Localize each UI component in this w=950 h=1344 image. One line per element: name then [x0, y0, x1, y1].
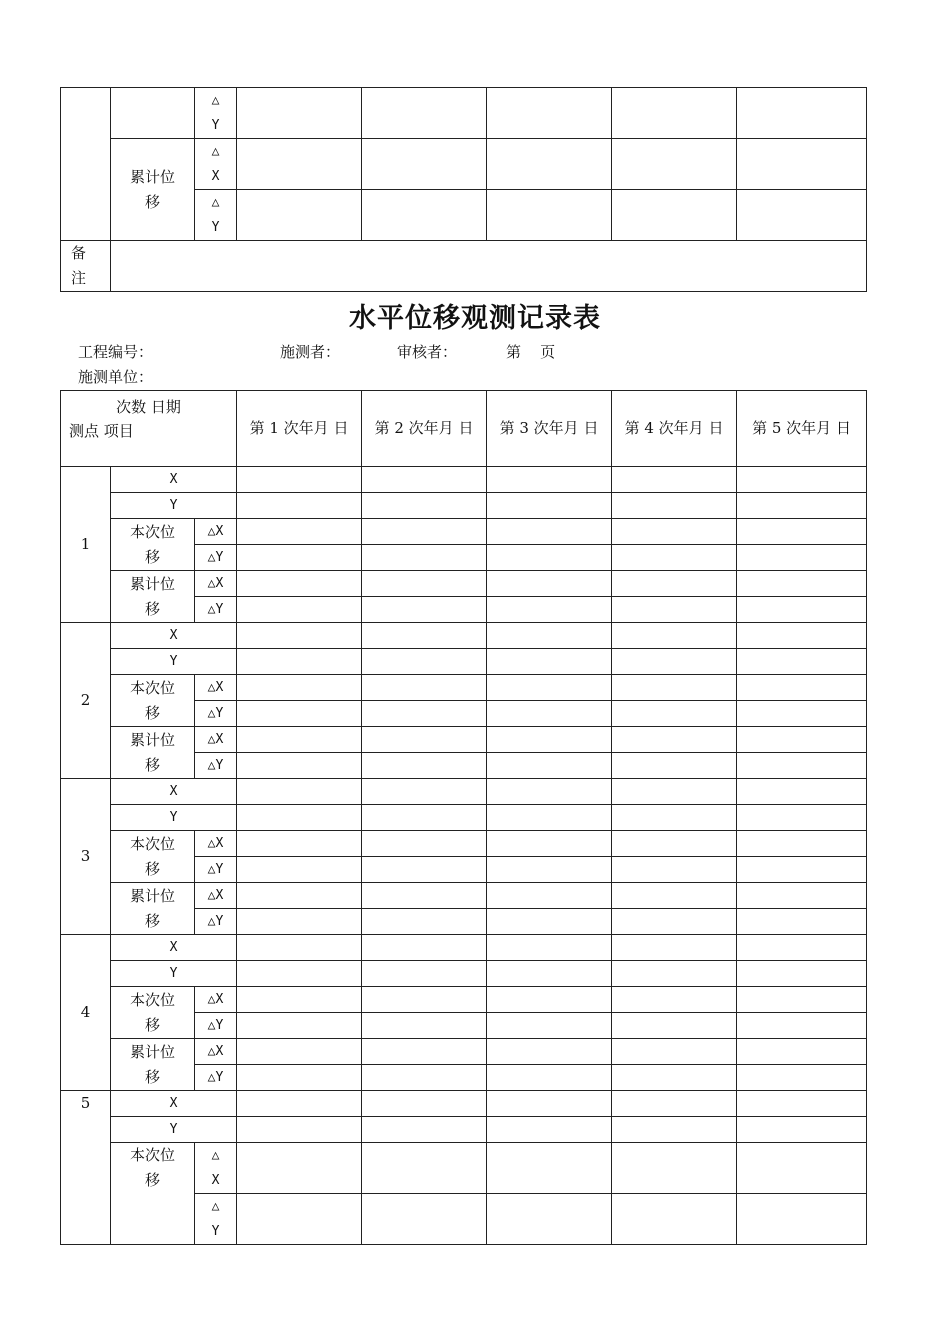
value-cell[interactable] [237, 597, 362, 623]
value-cell[interactable] [612, 883, 737, 909]
value-cell[interactable] [737, 139, 867, 190]
value-cell[interactable] [362, 805, 487, 831]
value-cell[interactable] [362, 857, 487, 883]
x-coordinate-label: X [111, 623, 237, 649]
value-cell[interactable] [487, 987, 612, 1013]
value-cell[interactable] [612, 493, 737, 519]
value-cell[interactable] [237, 805, 362, 831]
value-cell[interactable] [237, 961, 362, 987]
y-coordinate-label: Y [111, 1117, 237, 1143]
corner-top-label: 次数 日期 [116, 398, 181, 416]
value-cell[interactable] [737, 1091, 867, 1117]
value-cell[interactable] [737, 1013, 867, 1039]
current-disp-label: 本次位 移 [111, 831, 195, 883]
value-cell[interactable] [737, 649, 867, 675]
cumulative-disp-label: 累计位 移 [111, 727, 195, 779]
value-cell[interactable] [487, 961, 612, 987]
value-cell[interactable] [737, 831, 867, 857]
page-number-label: 第 页 [506, 343, 556, 361]
value-cell[interactable] [487, 701, 612, 727]
value-cell[interactable] [612, 1091, 737, 1117]
value-cell[interactable] [612, 779, 737, 805]
value-cell[interactable] [237, 88, 362, 139]
current-disp-label: 本次位 移 [111, 675, 195, 727]
value-cell[interactable] [737, 727, 867, 753]
value-cell[interactable] [612, 727, 737, 753]
value-cell[interactable] [362, 961, 487, 987]
value-cell[interactable] [487, 675, 612, 701]
y-coordinate-label: Y [111, 493, 237, 519]
dx-label: △X [195, 519, 237, 545]
value-cell[interactable] [737, 753, 867, 779]
value-cell[interactable] [737, 883, 867, 909]
value-cell[interactable] [737, 571, 867, 597]
value-cell[interactable] [237, 190, 362, 241]
value-cell[interactable] [487, 597, 612, 623]
value-cell[interactable] [737, 190, 867, 241]
value-cell[interactable] [237, 675, 362, 701]
value-cell[interactable] [612, 805, 737, 831]
value-cell[interactable] [487, 571, 612, 597]
point-cell-empty [61, 88, 111, 241]
value-cell[interactable] [237, 467, 362, 493]
value-cell[interactable] [362, 753, 487, 779]
value-cell[interactable] [237, 1117, 362, 1143]
value-cell[interactable] [737, 987, 867, 1013]
point-number: 3 [61, 779, 111, 935]
value-cell[interactable] [362, 545, 487, 571]
cumulative-disp-label: 累计位 移 [111, 883, 195, 935]
value-cell[interactable] [487, 831, 612, 857]
value-cell[interactable] [612, 831, 737, 857]
round-header: 第 2 次年月 日 [362, 391, 487, 467]
x-coordinate-label: X [111, 1091, 237, 1117]
reviewer-label: 审核者： [397, 343, 458, 361]
value-cell[interactable] [237, 909, 362, 935]
value-cell[interactable] [362, 1117, 487, 1143]
value-cell[interactable] [362, 935, 487, 961]
value-cell[interactable] [612, 1117, 737, 1143]
value-cell[interactable] [487, 467, 612, 493]
value-cell[interactable] [487, 727, 612, 753]
value-cell[interactable] [487, 1143, 612, 1194]
project-no-label: 工程编号： [78, 343, 154, 361]
value-cell[interactable] [362, 727, 487, 753]
value-cell[interactable] [237, 139, 362, 190]
corner-bottom-label: 测点 项目 [69, 422, 134, 440]
top-fragment-table [60, 87, 867, 292]
value-cell[interactable] [487, 139, 612, 190]
value-cell[interactable] [612, 909, 737, 935]
value-cell[interactable] [737, 88, 867, 139]
value-cell[interactable] [737, 935, 867, 961]
observation-table [60, 390, 867, 1245]
value-cell[interactable] [612, 1013, 737, 1039]
value-cell[interactable] [612, 545, 737, 571]
value-cell[interactable] [612, 961, 737, 987]
value-cell[interactable] [362, 1013, 487, 1039]
value-cell[interactable] [362, 1039, 487, 1065]
dx-label: △X [195, 831, 237, 857]
value-cell[interactable] [362, 909, 487, 935]
value-cell[interactable] [237, 1194, 362, 1245]
value-cell[interactable] [737, 467, 867, 493]
value-cell[interactable] [612, 857, 737, 883]
dy-label: △Y [195, 701, 237, 727]
value-cell[interactable] [362, 88, 487, 139]
dy-label: △Y [195, 1013, 237, 1039]
value-cell[interactable] [612, 597, 737, 623]
value-cell[interactable] [237, 1039, 362, 1065]
value-cell[interactable] [487, 88, 612, 139]
point-number: 1 [61, 467, 111, 623]
dy-label: △Y [195, 597, 237, 623]
value-cell[interactable] [237, 571, 362, 597]
value-cell[interactable] [362, 571, 487, 597]
value-cell[interactable] [737, 519, 867, 545]
value-cell[interactable] [737, 961, 867, 987]
value-cell[interactable] [737, 675, 867, 701]
value-cell[interactable] [487, 190, 612, 241]
value-cell[interactable] [487, 909, 612, 935]
dy-label: △Y [195, 545, 237, 571]
value-cell[interactable] [362, 1143, 487, 1194]
value-cell[interactable] [612, 190, 737, 241]
value-cell[interactable] [487, 649, 612, 675]
value-cell[interactable] [362, 1194, 487, 1245]
observer-label: 施测者： [280, 343, 341, 361]
label-cell-empty [111, 88, 195, 139]
value-cell[interactable] [612, 88, 737, 139]
cumulative-disp-label: 累计位移 [111, 139, 195, 241]
dy-label: △ Y [195, 190, 237, 241]
dx-label: △X [195, 1039, 237, 1065]
value-cell[interactable] [487, 519, 612, 545]
value-cell[interactable] [737, 545, 867, 571]
value-cell[interactable] [487, 857, 612, 883]
value-cell[interactable] [737, 1194, 867, 1245]
value-cell[interactable] [737, 909, 867, 935]
value-cell[interactable] [362, 987, 487, 1013]
value-cell[interactable] [737, 597, 867, 623]
remarks-field[interactable] [111, 241, 867, 292]
value-cell[interactable] [237, 883, 362, 909]
round-header: 第 4 次年月 日 [612, 391, 737, 467]
value-cell[interactable] [737, 701, 867, 727]
value-cell[interactable] [237, 701, 362, 727]
value-cell[interactable] [612, 935, 737, 961]
value-cell[interactable] [487, 623, 612, 649]
value-cell[interactable] [487, 883, 612, 909]
dy-label: △ Y [195, 88, 237, 139]
value-cell[interactable] [612, 1143, 737, 1194]
round-header: 第 3 次年月 日 [487, 391, 612, 467]
x-coordinate-label: X [111, 935, 237, 961]
y-coordinate-label: Y [111, 805, 237, 831]
value-cell[interactable] [362, 883, 487, 909]
value-cell[interactable] [612, 753, 737, 779]
value-cell[interactable] [362, 190, 487, 241]
value-cell[interactable] [362, 597, 487, 623]
value-cell[interactable] [487, 1091, 612, 1117]
dx-label: △X [195, 675, 237, 701]
value-cell[interactable] [237, 545, 362, 571]
value-cell[interactable] [487, 753, 612, 779]
value-cell[interactable] [237, 935, 362, 961]
value-cell[interactable] [237, 857, 362, 883]
value-cell[interactable] [487, 1039, 612, 1065]
dx-label: △X [195, 883, 237, 909]
header-corner [61, 391, 237, 467]
dx-label: △X [195, 571, 237, 597]
y-coordinate-label: Y [111, 649, 237, 675]
value-cell[interactable] [237, 1091, 362, 1117]
current-disp-label: 本次位 移 [111, 519, 195, 571]
value-cell[interactable] [487, 935, 612, 961]
value-cell[interactable] [362, 467, 487, 493]
value-cell[interactable] [737, 623, 867, 649]
value-cell[interactable] [737, 779, 867, 805]
value-cell[interactable] [737, 1117, 867, 1143]
value-cell[interactable] [362, 139, 487, 190]
value-cell[interactable] [737, 493, 867, 519]
dy-label: △Y [195, 1065, 237, 1091]
value-cell[interactable] [237, 779, 362, 805]
dy-label: △ Y [195, 1194, 237, 1245]
current-disp-label: 本次位 移 [111, 1143, 195, 1245]
value-cell[interactable] [362, 1065, 487, 1091]
value-cell[interactable] [612, 675, 737, 701]
value-cell[interactable] [487, 1194, 612, 1245]
value-cell[interactable] [237, 1065, 362, 1091]
value-cell[interactable] [612, 623, 737, 649]
value-cell[interactable] [612, 519, 737, 545]
value-cell[interactable] [737, 1143, 867, 1194]
value-cell[interactable] [737, 805, 867, 831]
value-cell[interactable] [362, 701, 487, 727]
value-cell[interactable] [362, 623, 487, 649]
page-title: 水平位移观测记录表 [349, 303, 601, 334]
value-cell[interactable] [612, 467, 737, 493]
dy-label: △Y [195, 857, 237, 883]
dx-label: △X [195, 987, 237, 1013]
remarks-label: 备 注 [61, 241, 111, 292]
value-cell[interactable] [487, 545, 612, 571]
value-cell[interactable] [612, 1039, 737, 1065]
value-cell[interactable] [612, 1194, 737, 1245]
value-cell[interactable] [487, 805, 612, 831]
point-number: 2 [61, 623, 111, 779]
value-cell[interactable] [487, 1065, 612, 1091]
unit-label: 施测单位： [78, 368, 154, 386]
value-cell[interactable] [362, 519, 487, 545]
dy-label: △Y [195, 909, 237, 935]
value-cell[interactable] [237, 1143, 362, 1194]
value-cell[interactable] [237, 493, 362, 519]
x-coordinate-label: X [111, 467, 237, 493]
value-cell[interactable] [237, 753, 362, 779]
value-cell[interactable] [362, 831, 487, 857]
point-number: 5 [61, 1091, 111, 1245]
value-cell[interactable] [362, 779, 487, 805]
value-cell[interactable] [237, 649, 362, 675]
dy-label: △Y [195, 753, 237, 779]
value-cell[interactable] [487, 493, 612, 519]
value-cell[interactable] [237, 987, 362, 1013]
value-cell[interactable] [487, 1013, 612, 1039]
value-cell[interactable] [237, 623, 362, 649]
value-cell[interactable] [237, 831, 362, 857]
round-header: 第 5 次年月 日 [737, 391, 867, 467]
dx-label: △ X [195, 139, 237, 190]
dx-label: △X [195, 727, 237, 753]
round-header: 第 1 次年月 日 [237, 391, 362, 467]
value-cell[interactable] [487, 1117, 612, 1143]
value-cell[interactable] [612, 571, 737, 597]
value-cell[interactable] [362, 675, 487, 701]
value-cell[interactable] [237, 727, 362, 753]
point-number: 4 [61, 935, 111, 1091]
value-cell[interactable] [612, 987, 737, 1013]
value-cell[interactable] [237, 519, 362, 545]
x-coordinate-label: X [111, 779, 237, 805]
cumulative-disp-label: 累计位 移 [111, 1039, 195, 1091]
dx-label: △ X [195, 1143, 237, 1194]
value-cell[interactable] [362, 649, 487, 675]
value-cell[interactable] [612, 701, 737, 727]
value-cell[interactable] [737, 1065, 867, 1091]
value-cell[interactable] [237, 1013, 362, 1039]
value-cell[interactable] [612, 1065, 737, 1091]
value-cell[interactable] [362, 1091, 487, 1117]
current-disp-label: 本次位 移 [111, 987, 195, 1039]
value-cell[interactable] [737, 1039, 867, 1065]
value-cell[interactable] [487, 779, 612, 805]
y-coordinate-label: Y [111, 961, 237, 987]
cumulative-disp-label: 累计位 移 [111, 571, 195, 623]
value-cell[interactable] [612, 649, 737, 675]
value-cell[interactable] [612, 139, 737, 190]
value-cell[interactable] [362, 493, 487, 519]
value-cell[interactable] [737, 857, 867, 883]
